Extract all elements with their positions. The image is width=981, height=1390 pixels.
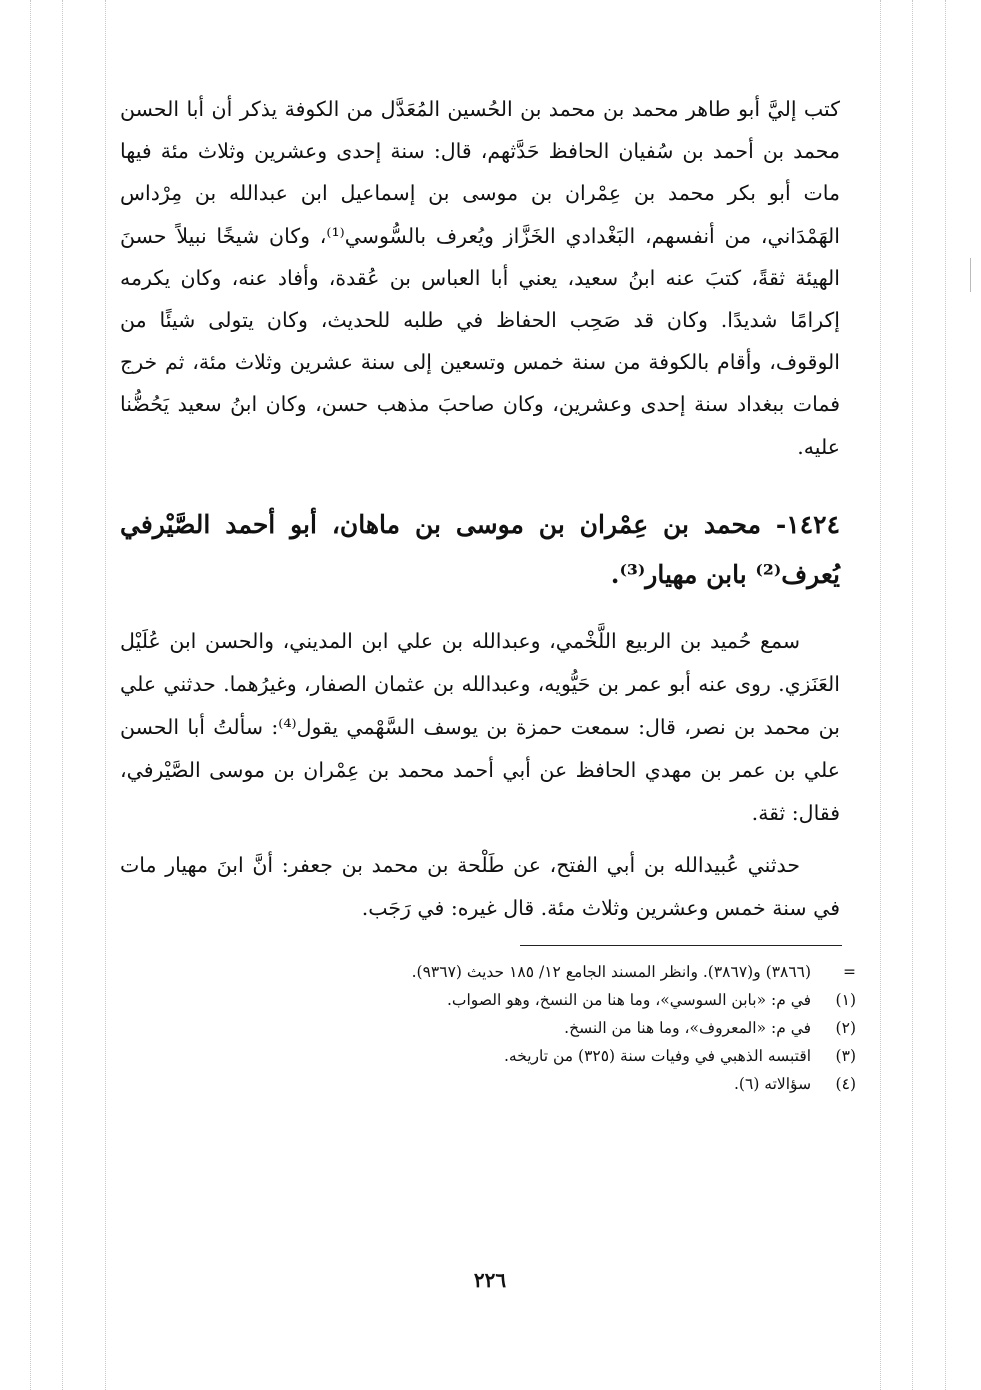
scan-guide-line xyxy=(880,0,881,1390)
scan-guide-line xyxy=(105,0,106,1390)
footnote-text: (٣٨٦٦) و(٣٨٦٧). وانظر المسند الجامع ١٢/ ١٨٥ حديث (٩٣٦٧). xyxy=(411,963,812,981)
body-paragraph-3: حدثني عُبيدالله بن أبي الفتح، عن طَلْحة بن محمد بن جعفر: أنَّ ابنَ مهيار مات في سنة خمس وعشرين وثلاث مئة. قال غيره: في رَجَب. xyxy=(120,853,840,920)
footnotes xyxy=(300,958,856,1098)
footnote-text: سؤالاته (٦). xyxy=(734,1075,812,1093)
footnote-text: في م: «المعروف»، وما هنا من النسخ. xyxy=(564,1019,812,1037)
scan-guide-line xyxy=(62,0,63,1390)
footnote-number: (٣) xyxy=(835,1047,856,1065)
body-paragraph-2: سمع حُميد بن الربيع اللَّخْمي، وعبدالله بن علي ابن المديني، والحسن ابن عُلَيْل العَنَزي. روى عنه أبو عمر بن حَيُّويه، وعبدالله بن عثمان الصفار، وغيرُهما. حدثني علي بن محمد بن نصر، قال: سمعت حمزة بن يوسف السَّهْمي يقول⁽⁴⁾: سألتُ أبا الحسن علي بن عمر بن مهدي الحافظ عن أبي أحمد محمد بن عِمْران بن موسى الصَّيْرفي، فقال: ثقة. xyxy=(120,629,840,825)
footnote-2 xyxy=(300,1014,856,1042)
footnote-number: (١) xyxy=(835,991,856,1009)
entry-heading: ١٤٢٤- محمد بن عِمْران بن موسى بن ماهان، أبو أحمد الصَّيْرفي يُعرف⁽²⁾ بابن مهيار⁽³⁾. xyxy=(120,510,840,589)
footnote-text: اقتبسه الذهبي في وفيات سنة (٣٢٥) من تاريخه. xyxy=(503,1047,812,1065)
scan-guide-line xyxy=(945,0,946,1390)
footnote-continuation xyxy=(300,958,856,986)
body-paragraph-1: كتب إليَّ أبو طاهر محمد بن محمد بن الحُسين المُعَدَّل من الكوفة يذكر أن أبا الحسن محمد بن أحمد بن سُفيان الحافظ حَدَّثهم، قال: سنة إحدى وعشرين وثلاث مئة فيها مات أبو بكر محمد بن عِمْران بن موسى بن إسماعيل ابن عبدالله بن مِرْداس الهَمْدَاني، من أنفسهم، البَغْدادي الخَزَّاز ويُعرف بالسُّوسي⁽¹⁾، وكان شيخًا نبيلاً حسنَ الهيئة ثقةً، كتبَ عنه ابنُ سعيد، يعني أبا العباس بن عُقدة، وأفاد عنه، وكان يكرمه إكرامًا شديدًا. وكان قد صَحِب الحفاظ في طلبه للحديث، وكان يتولى شيئًا من الوقوف، وأقام بالكوفة من سنة خمس وتسعين إلى سنة عشرين وثلاث مئة، ثم خرج فمات ببغداد سنة إحدى وعشرين، وكان صاحبَ مذهب حسن، وكان ابنُ سعيد يَحُضُّنا عليه. xyxy=(120,97,840,459)
footnote-3 xyxy=(300,1042,856,1070)
footnote-number: (٤) xyxy=(835,1075,856,1093)
footnote-number: (٢) xyxy=(835,1019,856,1037)
footnote-4 xyxy=(300,1070,856,1098)
page-number: ٢٢٦ xyxy=(473,1268,507,1292)
footnote-1 xyxy=(300,986,856,1014)
footnote-number: = xyxy=(843,963,856,981)
scan-guide-line xyxy=(912,0,913,1390)
margin-mark xyxy=(970,258,971,292)
footnote-separator xyxy=(520,945,842,946)
scan-guide-line xyxy=(30,0,31,1390)
footnote-text: في م: «بابن السوسي»، وما هنا من النسخ، وهو الصواب. xyxy=(446,991,812,1009)
